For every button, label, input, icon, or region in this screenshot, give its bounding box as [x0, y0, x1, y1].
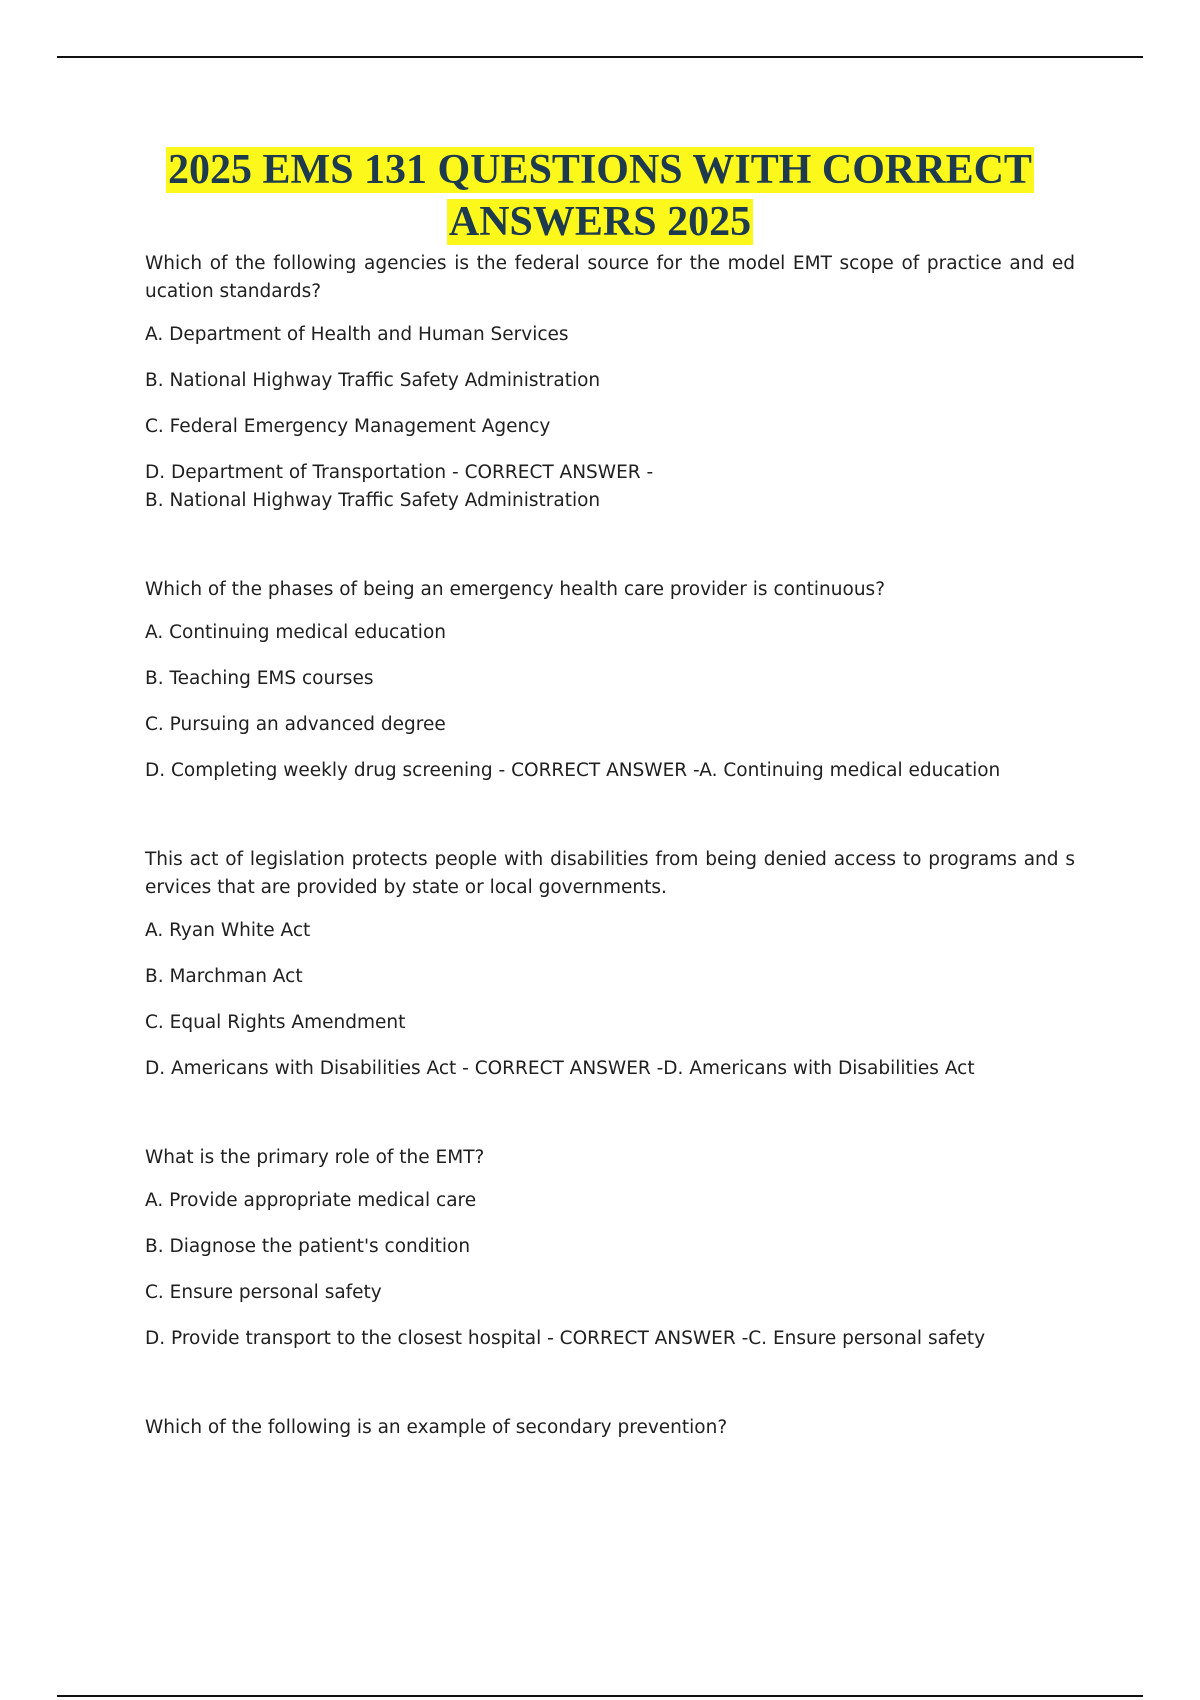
- option-d-with-answer: D. Provide transport to the closest hospital - CORRECT ANSWER -C. Ensure personal safety: [145, 1328, 986, 1349]
- option-c: C. Equal Rights Amendment: [145, 1012, 406, 1033]
- question-block-1: [145, 250, 1075, 515]
- correct-answer-continuation: B. National Highway Traffic Safety Administration: [145, 490, 601, 511]
- question-block-4: [145, 1144, 1075, 1353]
- title-line-2: ANSWERS 2025: [448, 199, 752, 245]
- option-a: A. Ryan White Act: [145, 920, 311, 941]
- document-title: [0, 144, 1200, 248]
- option-c: C. Pursuing an advanced degree: [145, 714, 446, 735]
- option-d-with-answer: D. Department of Transportation - CORRECT ANSWER -: [145, 462, 654, 483]
- question-text: Which of the phases of being an emergency health care provider is continuous?: [145, 579, 886, 600]
- option-a: A. Department of Health and Human Services: [145, 324, 569, 345]
- question-text: What is the primary role of the EMT?: [145, 1147, 485, 1168]
- top-divider: [57, 56, 1143, 58]
- option-d-with-answer: D. Completing weekly drug screening - CORRECT ANSWER -A. Continuing medical education: [145, 760, 1001, 781]
- question-text: Which of the following agencies is the federal source for the model EMT scope of practice and ed ucation standards?: [145, 253, 1075, 302]
- question-text: This act of legislation protects people with disabilities from being denied access to programs and s ervices that are provided by state or local governments.: [145, 849, 1075, 898]
- question-block-2: [145, 576, 1075, 785]
- option-c: C. Ensure personal safety: [145, 1282, 382, 1303]
- option-a: A. Continuing medical education: [145, 622, 446, 643]
- bottom-divider: [57, 1695, 1143, 1697]
- option-b: B. Diagnose the patient's condition: [145, 1236, 471, 1257]
- option-b: B. Teaching EMS courses: [145, 668, 374, 689]
- option-a: A. Provide appropriate medical care: [145, 1190, 477, 1211]
- question-list: [145, 250, 1075, 1457]
- question-text: Which of the following is an example of secondary prevention?: [145, 1417, 728, 1438]
- option-b: B. Marchman Act: [145, 966, 303, 987]
- question-block-5: [145, 1414, 1075, 1442]
- option-d-with-answer: D. Americans with Disabilities Act - CORRECT ANSWER -D. Americans with Disabilities Act: [145, 1058, 975, 1079]
- title-line-1: 2025 EMS 131 QUESTIONS WITH CORRECT: [168, 147, 1032, 193]
- option-c: C. Federal Emergency Management Agency: [145, 416, 551, 437]
- question-block-3: [145, 846, 1075, 1083]
- option-b: B. National Highway Traffic Safety Administration: [145, 370, 601, 391]
